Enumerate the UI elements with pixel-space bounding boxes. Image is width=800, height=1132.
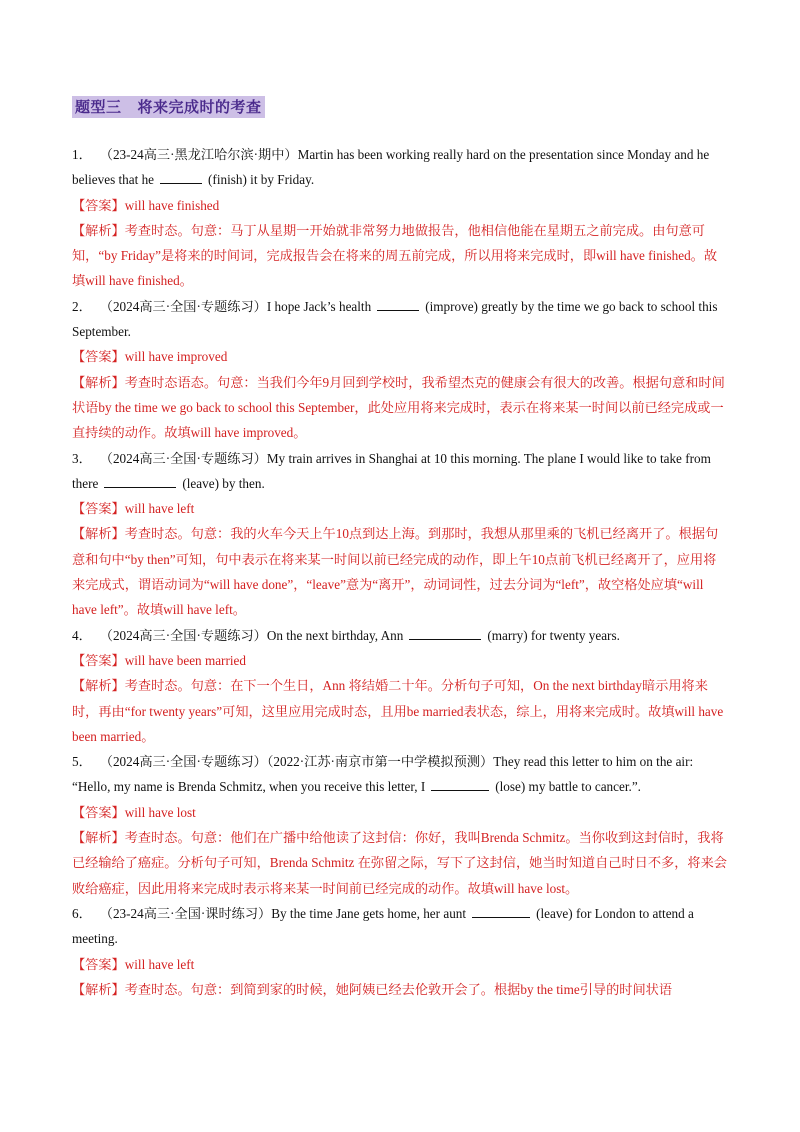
question-hint: (finish) it by Friday. bbox=[208, 172, 315, 188]
question-number: 5． bbox=[72, 754, 92, 770]
question-1 bbox=[72, 142, 728, 193]
question-number: 3． bbox=[72, 450, 92, 466]
question-source: （2024高三·全国·专题练习） bbox=[99, 450, 267, 466]
question-2 bbox=[72, 294, 728, 345]
question-hint: (lose) my battle to cancer.”. bbox=[495, 779, 641, 795]
answer-blank bbox=[377, 296, 419, 311]
question-source: （2024高三·全国·专题练习）（2022·江苏·南京市第一中学模拟预测） bbox=[99, 754, 494, 770]
analysis-1: 【解析】考查时态。句意：马丁从星期一开始就非常努力地做报告，他相信他能在星期五之前完成。由句意可知，“by Friday”是将来的时间词，完成报告会在将来的周五前完成，所以用将来完成时，即will have finished。故填will have finished。 bbox=[72, 222, 718, 289]
question-text: Martin has been working really hard on the presentation since Monday and he believes that he bbox=[72, 147, 710, 188]
analysis-2: 【解析】考查时态语态。句意：当我们今年9月回到学校时，我希望杰克的健康会有很大的改善。根据句意和时间状语by the time we go back to school this September，此处应用将来完成时，表示在将来某一时间以前已经完成或一直持续的动作。故填will have improved。 bbox=[72, 374, 725, 441]
question-text: I hope Jack’s health bbox=[266, 298, 372, 314]
question-list bbox=[72, 142, 728, 1002]
section-title-label: 题型三 bbox=[75, 98, 122, 116]
answer-blank bbox=[431, 776, 489, 791]
analysis-3: 【解析】考查时态。句意：我的火车今天上午10点到达上海。到那时，我想从那里乘的飞机已经离开了。根据句意和句中“by then”可知，句中表示在将来某一时间以前已经完成的动作，即上午10点前飞机已经离开了，应用将来完成式，谓语动词为“will have done”，“leave”意为“离开”，动词词性，过去分词为“left”，故空格处应填“will have left”。故填will have left。 bbox=[72, 526, 719, 618]
question-hint: (improve) greatly by the time we go back to school this September. bbox=[72, 298, 718, 340]
question-number: 4． bbox=[72, 627, 92, 643]
answer-blank bbox=[104, 473, 176, 488]
question-number: 2． bbox=[72, 298, 92, 314]
answer-5: 【答案】will have lost bbox=[72, 804, 196, 820]
question-hint: (leave) for London to attend a meeting. bbox=[72, 905, 694, 947]
analysis-4: 【解析】考查时态。句意：在下一个生日，Ann 将结婚二十年。分析句子可知，On the next birthday暗示用将来时，再由“for twenty years”可知，这里应用完成时态，且用be married表状态，综上，用将来完成时。故填will have been married。 bbox=[72, 678, 724, 744]
question-text: My train arrives in Shanghai at 10 this morning. The plane I would like to take from there bbox=[72, 450, 711, 491]
analysis-5: 【解析】考查时态。句意：他们在广播中给他读了这封信：你好，我叫Brenda Schmitz。当你收到这封信时，我将已经输给了癌症。分析句子可知，Brenda Schmitz 在弥留之际，写下了这封信，她当时知道自己时日不多，将来会败给癌症，因此用将来完成时表示将来某一时间前已经完成的动作。故填will have lost。 bbox=[72, 830, 727, 896]
answer-6: 【答案】will have left bbox=[72, 956, 195, 972]
answer-4: 【答案】will have been married bbox=[72, 652, 246, 668]
question-number: 1． bbox=[72, 147, 92, 162]
question-3 bbox=[72, 446, 728, 497]
question-6 bbox=[72, 901, 728, 952]
question-text: They read this letter to him on the air: “Hello, my name is Brenda Schmitz, when you receive this letter, I bbox=[72, 754, 694, 795]
answer-blank bbox=[160, 169, 202, 184]
question-5 bbox=[72, 749, 728, 800]
question-4 bbox=[72, 623, 728, 648]
answer-blank bbox=[409, 625, 481, 640]
question-number: 6． bbox=[72, 905, 92, 921]
question-source: （23-24高三·黑龙江哈尔滨·期中） bbox=[99, 147, 298, 162]
question-hint: (marry) for twenty years. bbox=[487, 627, 620, 643]
analysis-6: 【解析】考查时态。句意：到简到家的时候，她阿姨已经去伦敦开会了。根据by the time引导的时间状语 bbox=[72, 981, 673, 997]
answer-3: 【答案】will have left bbox=[72, 501, 195, 517]
question-source: （2024高三·全国·专题练习） bbox=[99, 627, 267, 643]
question-source: （23-24高三·全国·课时练习） bbox=[99, 905, 272, 921]
question-text: By the time Jane gets home, her aunt bbox=[271, 905, 467, 921]
answer-2: 【答案】will have improved bbox=[72, 349, 228, 365]
answer-1: 【答案】will have finished bbox=[72, 197, 220, 213]
question-hint: (leave) by then. bbox=[182, 475, 265, 491]
section-title bbox=[72, 96, 265, 118]
section-title-text: 将来完成时的考查 bbox=[137, 98, 262, 116]
question-source: （2024高三·全国·专题练习） bbox=[99, 298, 267, 314]
answer-blank bbox=[472, 903, 530, 918]
question-text: On the next birthday, Ann bbox=[266, 627, 404, 643]
